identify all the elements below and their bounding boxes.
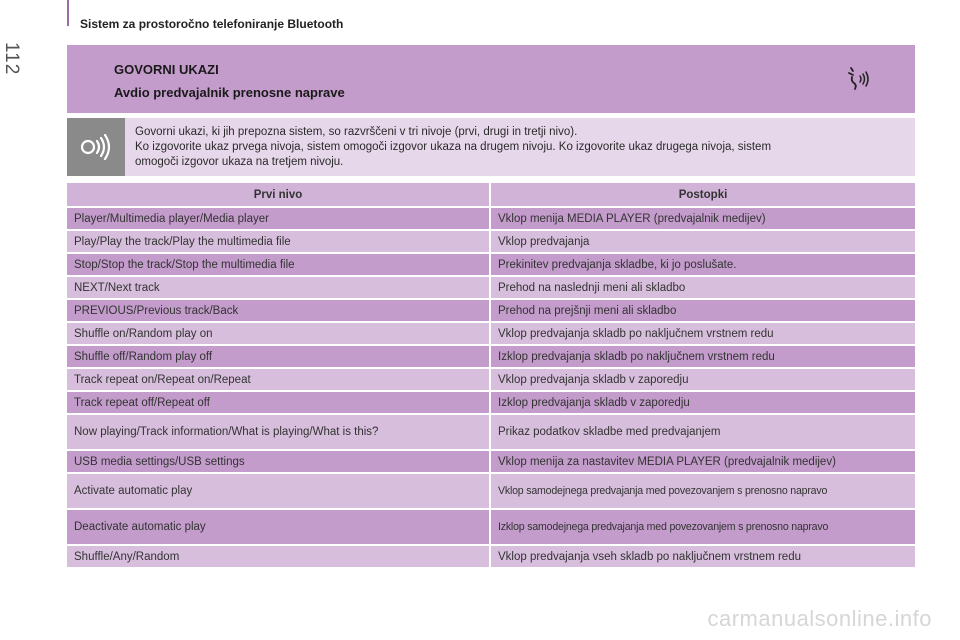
intro-line: Ko izgovorite ukaz prvega nivoja, sistem omogoči izgovor ukaza na drugem nivoju. Ko izgovorite ukaz drugega nivoja, sistem bbox=[135, 141, 772, 153]
command-cell: Play/Play the track/Play the multimedia file bbox=[67, 230, 490, 253]
action-cell: Vklop menija MEDIA PLAYER (predvajalnik medijev) bbox=[490, 207, 915, 230]
action-cell: Prikaz podatkov skladbe med predvajanjem bbox=[490, 414, 915, 450]
header-actions: Postopki bbox=[490, 183, 915, 207]
command-cell: Stop/Stop the track/Stop the multimedia file bbox=[67, 253, 490, 276]
table-row bbox=[67, 207, 915, 230]
section-subtitle: Avdio predvajalnik prenosne naprave bbox=[114, 85, 345, 100]
action-cell: Vklop predvajanja vseh skladb po naključnem vrstnem redu bbox=[490, 545, 915, 568]
watermark: carmanualsonline.info bbox=[707, 606, 932, 631]
intro-line: omogoči izgovor ukaza na tretjem nivoju. bbox=[135, 156, 344, 168]
action-cell: Izklop samodejnega predvajanja med povezovanjem s prenosno napravo bbox=[490, 509, 915, 545]
action-cell: Prekinitev predvajanja skladbe, ki jo poslušate. bbox=[490, 253, 915, 276]
table-row bbox=[67, 230, 915, 253]
table-row bbox=[67, 450, 915, 473]
command-cell: Shuffle on/Random play on bbox=[67, 322, 490, 345]
table-row bbox=[67, 391, 915, 414]
action-cell: Prehod na naslednji meni ali skladbo bbox=[490, 276, 915, 299]
table-row bbox=[67, 473, 915, 509]
action-cell: Vklop predvajanja skladb v zaporedju bbox=[490, 368, 915, 391]
command-cell: Shuffle/Any/Random bbox=[67, 545, 490, 568]
voice-commands-table bbox=[67, 183, 915, 569]
command-cell: PREVIOUS/Previous track/Back bbox=[67, 299, 490, 322]
command-cell: Activate automatic play bbox=[67, 473, 490, 509]
table-row bbox=[67, 545, 915, 568]
page-number: 112 bbox=[1, 42, 22, 76]
intro-icon-tile bbox=[67, 118, 125, 176]
voice-command-icon bbox=[843, 64, 873, 94]
action-cell: Vklop menija za nastavitev MEDIA PLAYER (predvajalnik medijev) bbox=[490, 450, 915, 473]
intro-line: Govorni ukazi, ki jih prepozna sistem, so razvrščeni v tri nivoje (prvi, drugi in tretji nivo). bbox=[135, 126, 578, 138]
command-cell: Now playing/Track information/What is playing/What is this? bbox=[67, 414, 490, 450]
action-cell: Vklop samodejnega predvajanja med povezovanjem s prenosno napravo bbox=[490, 473, 915, 509]
table-row bbox=[67, 414, 915, 450]
header-first-level: Prvi nivo bbox=[67, 183, 490, 207]
command-cell: Deactivate automatic play bbox=[67, 509, 490, 545]
section-title-box bbox=[67, 45, 915, 113]
table-row bbox=[67, 345, 915, 368]
table-row bbox=[67, 299, 915, 322]
action-cell: Vklop predvajanja skladb po naključnem vrstnem redu bbox=[490, 322, 915, 345]
voice-speaker-icon bbox=[80, 133, 112, 161]
action-cell: Vklop predvajanja bbox=[490, 230, 915, 253]
intro-text bbox=[135, 125, 905, 170]
table-row bbox=[67, 509, 915, 545]
section-title: GOVORNI UKAZI bbox=[114, 62, 219, 77]
table-row bbox=[67, 368, 915, 391]
command-cell: Track repeat off/Repeat off bbox=[67, 391, 490, 414]
action-cell: Prehod na prejšnji meni ali skladbo bbox=[490, 299, 915, 322]
intro-box bbox=[67, 118, 915, 176]
table-row bbox=[67, 253, 915, 276]
running-head: Sistem za prostoročno telefoniranje Bluetooth bbox=[80, 17, 344, 31]
left-rule bbox=[67, 0, 69, 26]
action-cell: Izklop predvajanja skladb po naključnem vrstnem redu bbox=[490, 345, 915, 368]
command-cell: Shuffle off/Random play off bbox=[67, 345, 490, 368]
command-cell: USB media settings/USB settings bbox=[67, 450, 490, 473]
table-row bbox=[67, 276, 915, 299]
command-cell: Player/Multimedia player/Media player bbox=[67, 207, 490, 230]
command-cell: Track repeat on/Repeat on/Repeat bbox=[67, 368, 490, 391]
action-cell: Izklop predvajanja skladb v zaporedju bbox=[490, 391, 915, 414]
table-header-row bbox=[67, 183, 915, 207]
table-row bbox=[67, 322, 915, 345]
command-cell: NEXT/Next track bbox=[67, 276, 490, 299]
